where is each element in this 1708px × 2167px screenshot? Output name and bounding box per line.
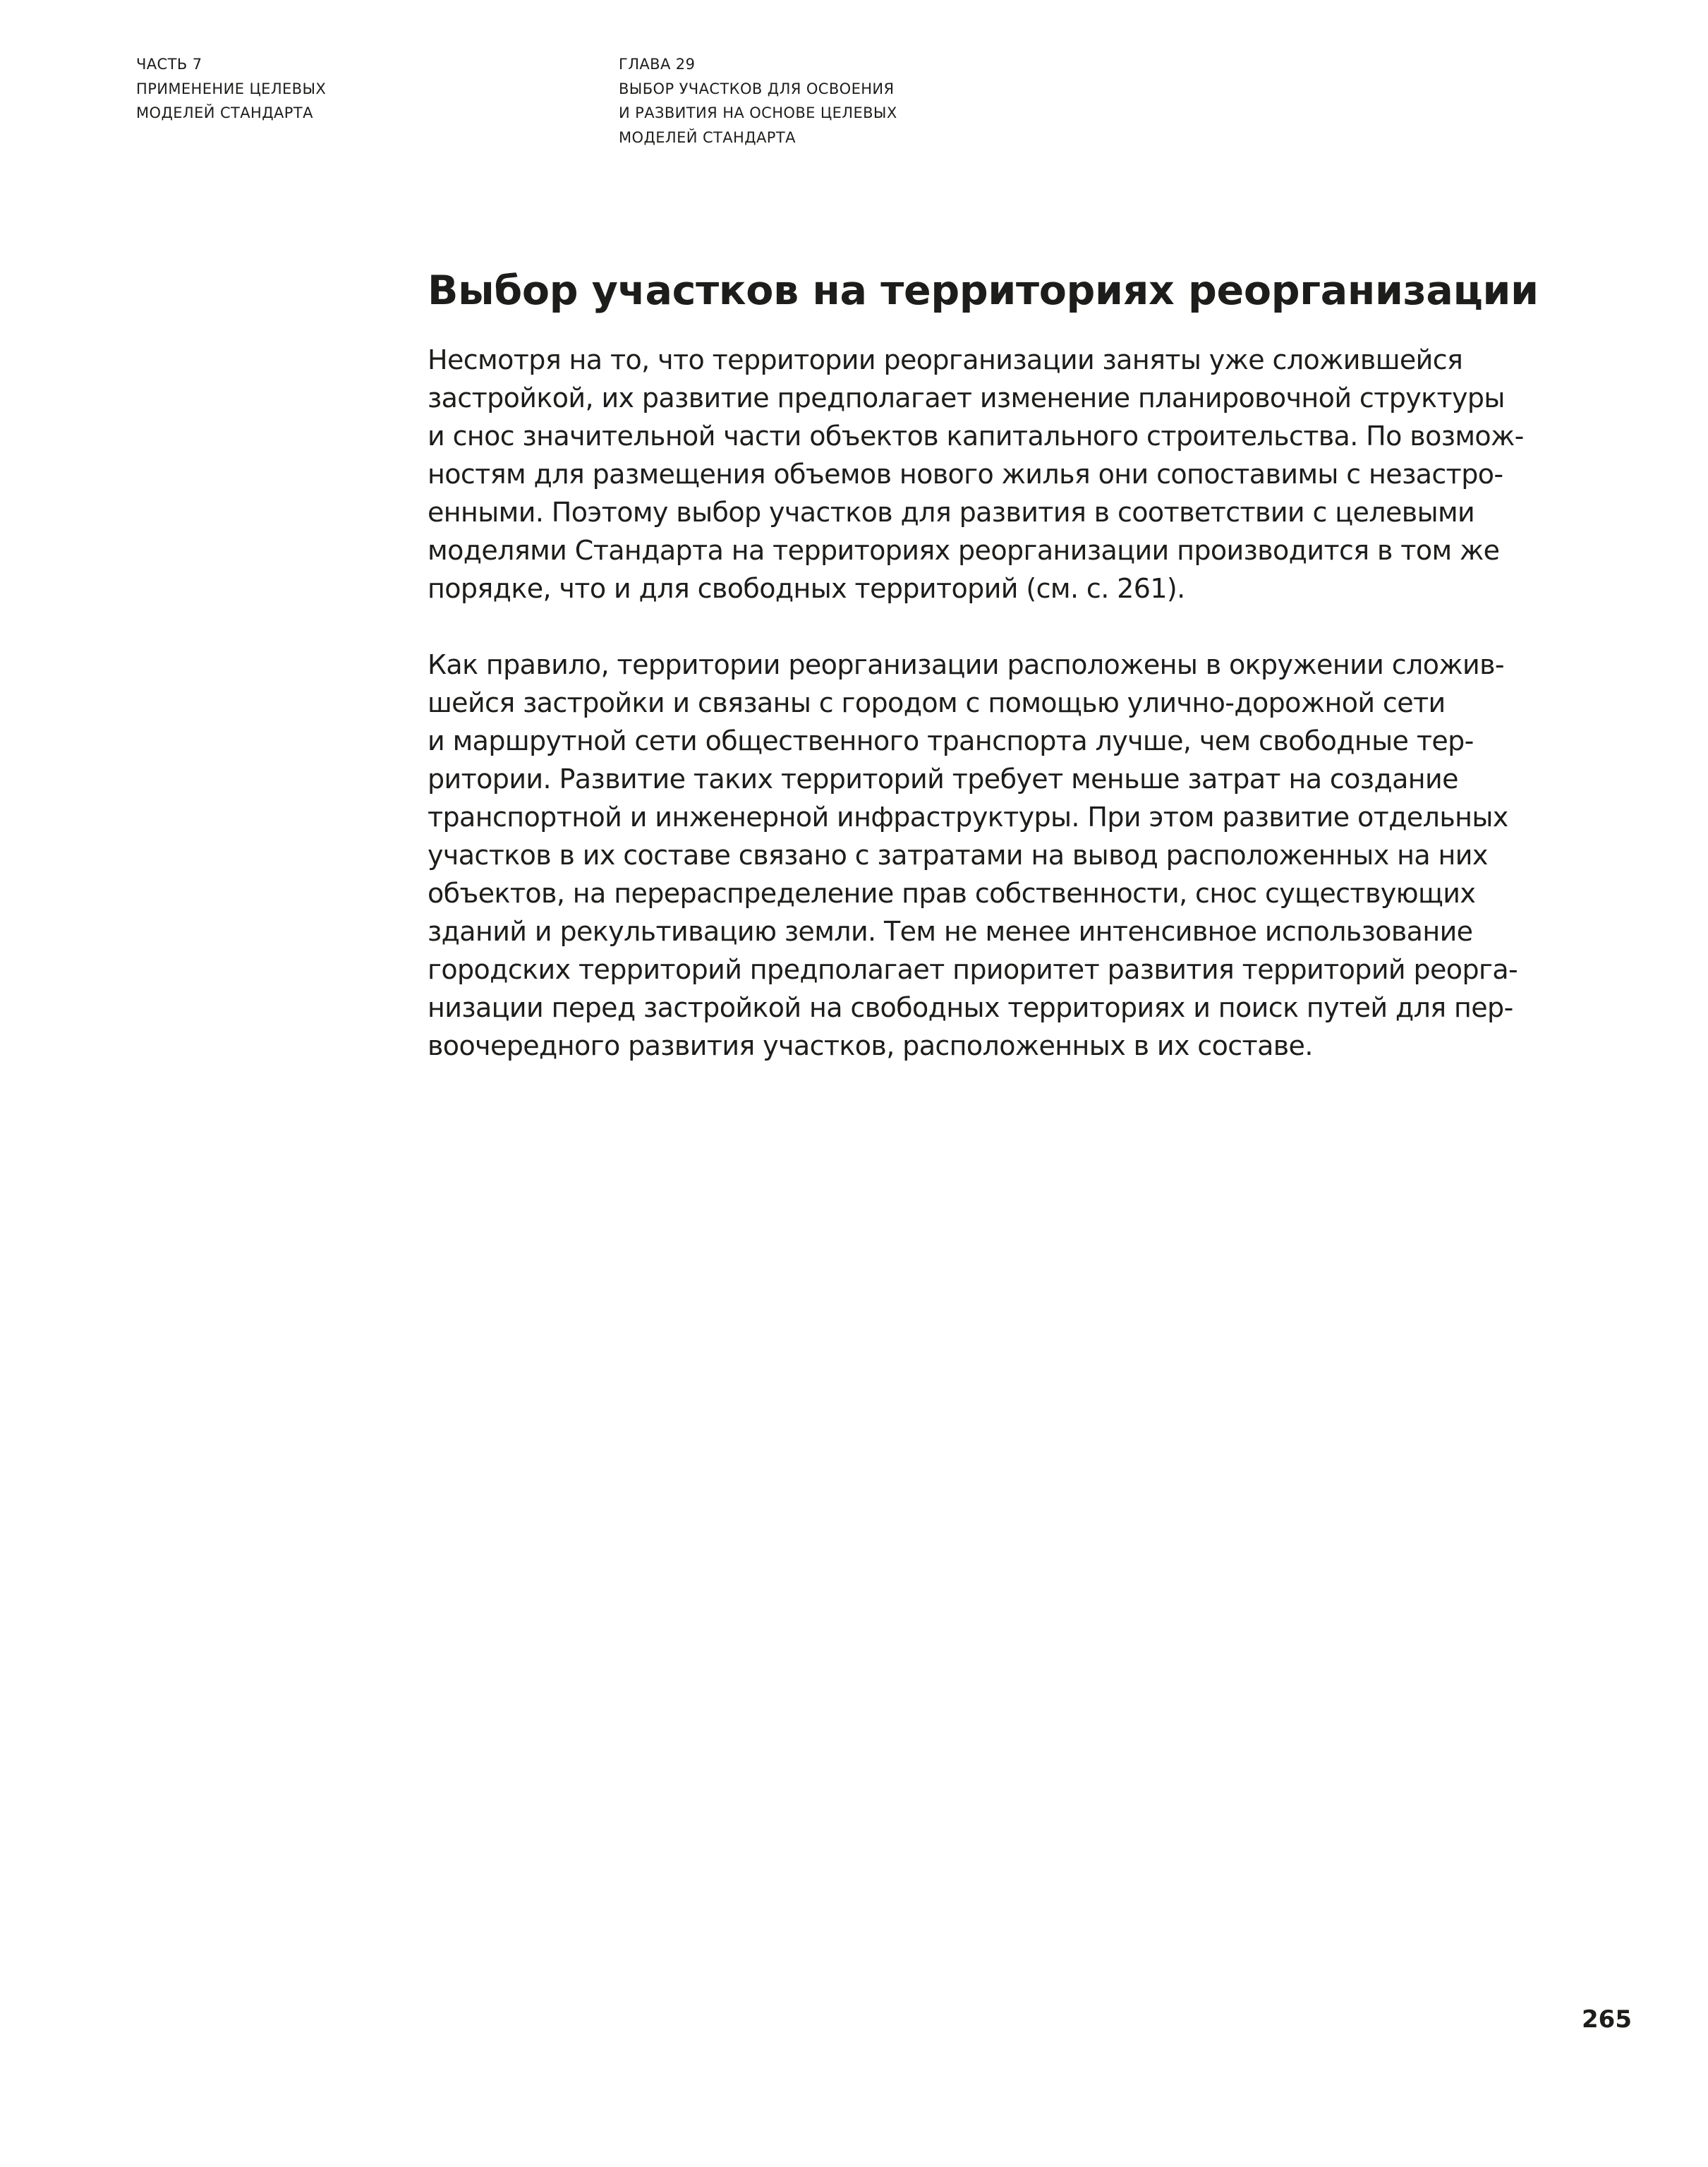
paragraph-line: транспортной и инженерной инфраструктуры. При этом развитие отдельных <box>428 802 1508 833</box>
chapter-title-line-3: МОДЕЛЕЙ СТАНДАРТА <box>619 128 796 146</box>
part-number: ЧАСТЬ 7 <box>136 56 202 73</box>
paragraph-line: моделями Стандарта на территориях реорганизации производится в том же <box>428 535 1500 566</box>
part-title-line-1: ПРИМЕНЕНИЕ ЦЕЛЕВЫХ <box>136 80 327 97</box>
paragraph-line: енными. Поэтому выбор участков для развития в соответствии с целевыми <box>428 497 1475 528</box>
page-title: Выбор участков на территориях реорганизации <box>428 267 1539 314</box>
chapter-title-line-1: ВЫБОР УЧАСТКОВ ДЛЯ ОСВОЕНИЯ <box>619 80 895 97</box>
paragraph-line: порядке, что и для свободных территорий (см. с. 261). <box>428 573 1185 604</box>
paragraph-line: низации перед застройкой на свободных территориях и поиск путей для пер- <box>428 992 1513 1023</box>
running-head-part <box>136 52 326 126</box>
paragraph-line: ритории. Развитие таких территорий требует меньше затрат на создание <box>428 763 1458 795</box>
page-number: 265 <box>1582 2005 1632 2034</box>
paragraph-line: и маршрутной сети общественного транспорта лучше, чем свободные тер- <box>428 725 1474 756</box>
paragraph-line: воочередного развития участков, расположенных в их составе. <box>428 1030 1313 1061</box>
paragraph-line: зданий и рекультивацию земли. Тем не менее интенсивное использование <box>428 916 1473 947</box>
chapter-number: ГЛАВА 29 <box>619 56 696 73</box>
paragraph-line: городских территорий предполагает приоритет развития территорий реорга- <box>428 954 1518 985</box>
chapter-title-line-2: И РАЗВИТИЯ НА ОСНОВЕ ЦЕЛЕВЫХ <box>619 104 897 121</box>
paragraph-line: объектов, на перераспределение прав собственности, снос существующих <box>428 878 1476 909</box>
paragraph-line: ностям для размещения объемов нового жилья они сопоставимы с незастро- <box>428 459 1503 490</box>
running-head-chapter <box>619 52 897 150</box>
paragraph-line: Как правило, территории реорганизации расположены в окружении сложив- <box>428 649 1505 680</box>
paragraph-line: шейся застройки и связаны с городом с помощью улично-дорожной сети <box>428 687 1446 718</box>
body-paragraph-2 <box>428 646 1518 1065</box>
body-paragraph-1 <box>428 341 1524 608</box>
paragraph-line: и снос значительной части объектов капитального строительства. По возмож- <box>428 421 1524 452</box>
part-title-line-2: МОДЕЛЕЙ СТАНДАРТА <box>136 104 313 121</box>
paragraph-line: Несмотря на то, что территории реорганизации заняты уже сложившейся <box>428 344 1463 375</box>
paragraph-line: участков в их составе связано с затратами на вывод расположенных на них <box>428 840 1488 871</box>
paragraph-line: застройкой, их развитие предполагает изменение планировочной структуры <box>428 382 1505 414</box>
